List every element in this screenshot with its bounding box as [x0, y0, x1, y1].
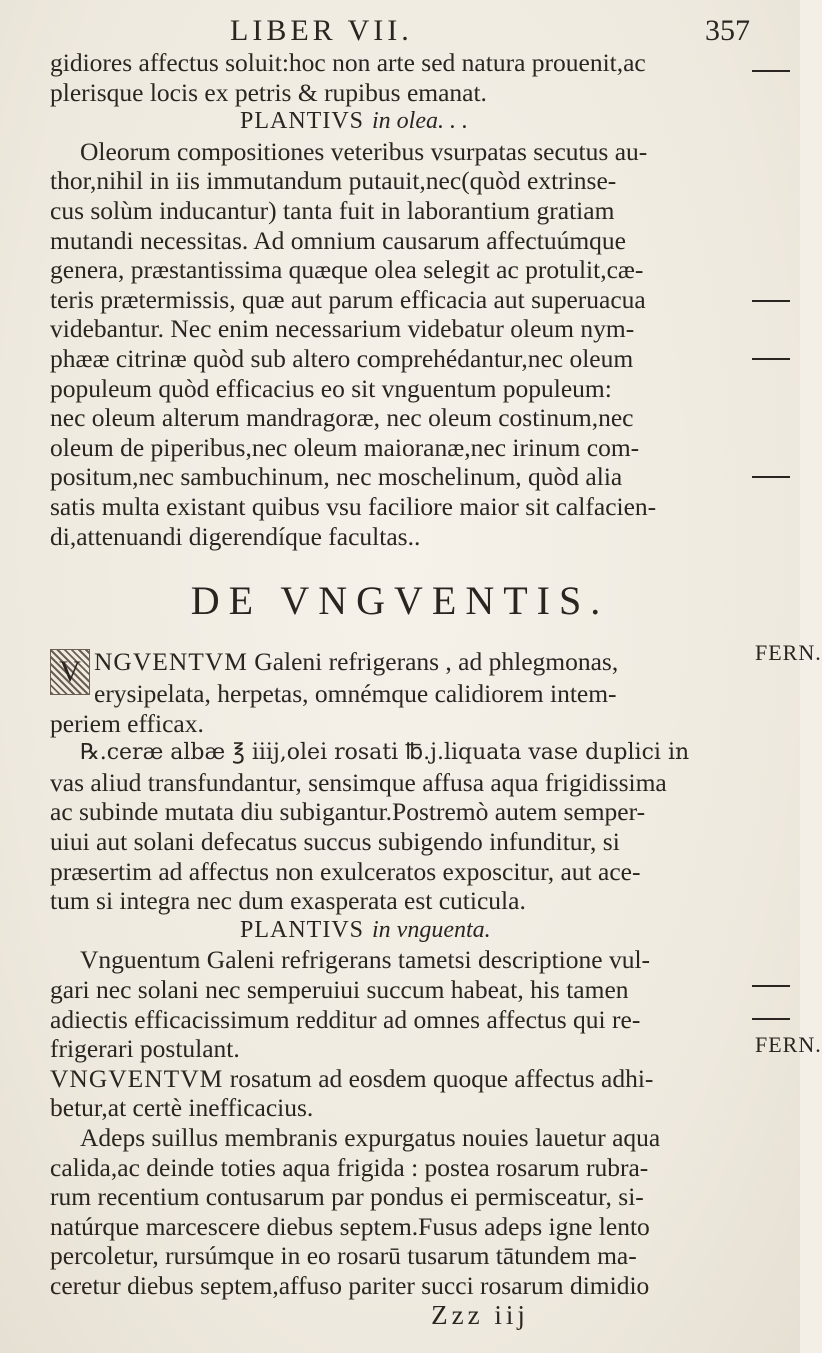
text-line: adiectis efficacissimum redditur ad omnes affectus qui re- [50, 1004, 641, 1034]
text-line: cus solùm inducantur) tanta fuit in laborantium gratiam [50, 195, 615, 225]
text-line: erysipelata, herpetas, omnémque calidiorem intem- [94, 679, 617, 709]
text-line: videbantur. Nec enim necessarium videbatur oleum nym- [50, 314, 635, 344]
text-line-first [50, 1064, 750, 1094]
running-head: LIBER VII. [230, 14, 413, 47]
first-word-caps: VNGVENTVM [50, 1063, 224, 1093]
main-text [50, 48, 750, 1330]
text-line: gari nec solani nec semperuiui succum habeat, his tamen [50, 975, 629, 1005]
text-line: positum,nec sambuchinum, nec moschelinum, quòd alia [50, 462, 623, 492]
margin-note-fern: FERN. [755, 640, 822, 665]
margin-rule [752, 985, 790, 987]
text-line: rum recentium contusarum par pondus ei permisceatur, si- [50, 1182, 644, 1212]
text-line: plerisque locis ex petris & rupibus emanat. [50, 77, 487, 107]
text-line: percoletur, rursúmque in eo rosarū tusarum tātundem ma- [50, 1241, 637, 1271]
dropcap-ornament: V [50, 649, 90, 695]
first-word-caps: NGVENTVM [94, 647, 248, 677]
text-line: Vnguentum Galeni refrigerans tametsi descriptione vul- [80, 945, 651, 975]
text-line: betur,at certè inefficacius. [50, 1093, 314, 1123]
plantius-heading-oil [50, 107, 750, 137]
text-line: frigerari postulant. [50, 1034, 240, 1064]
plantius-name: PLANTIVS [240, 916, 365, 943]
paragraph-continuation [50, 48, 750, 107]
text-line: genera, præstantissima quæque olea selegit ac protulit,cæ- [50, 255, 644, 285]
section-title: DE VNGVENTIS. [190, 578, 610, 624]
paragraph-oils [50, 137, 750, 551]
text-line: nec oleum alterum mandragoræ, nec oleum costinum,nec [50, 403, 634, 433]
plantius-name: PLANTIVS [240, 108, 365, 135]
text-line: ceretur diebus septem,affuso pariter succi rosarum dimidio [50, 1270, 650, 1300]
text-line: vas aliud transfundantur, sensimque affusa aqua frigidissima [50, 767, 667, 797]
margin-rule [752, 300, 790, 302]
text-line: phææ citrinæ quòd sub altero comprehédantur,nec oleum [50, 343, 634, 373]
text-line: Adeps suillus membranis expurgatus nouies lauetur aqua [80, 1123, 661, 1152]
paragraph-unguentum-galeni [50, 647, 750, 916]
plantius-subject: in vnguenta. [372, 916, 491, 943]
text-line: natúrque marcescere diebus septem.Fusus adeps igne lento [50, 1211, 650, 1241]
margin-rule [752, 1018, 790, 1020]
paragraph-unguentum-rosatum [50, 1064, 750, 1301]
text-line: uiui aut solani defecatus succus subigendo infunditur, si [50, 827, 620, 857]
text-fragment: rosatum ad eosdem quoque affectus adhi- [223, 1063, 654, 1093]
text-fragment: Galeni refrigerans , ad phlegmonas, [247, 647, 619, 677]
text-line: Oleorum compositiones veteribus vsurpatas secutus au- [80, 136, 648, 166]
text-line: mutandi necessitas. Ad omnium causarum affectuúmque [50, 225, 626, 255]
text-line: satis multa existant quibus vsu faciliore maior sit calfacien- [50, 491, 657, 521]
text-line: thor,nihil in iis immutandum putauit,nec(quòd extrinse- [50, 166, 617, 196]
text-line: ac subinde mutata diu subigantur.Postremò autem semper- [50, 797, 646, 827]
text-line: tum si integra nec dum exasperata est cuticula. [50, 886, 526, 916]
text-line: calida,ac deinde toties aqua frigida : postea rosarum rubra- [50, 1152, 649, 1182]
text-line: gidiores affectus soluit:hoc non arte sed natura prouenit,ac [50, 48, 646, 77]
plantius-heading-unguent [50, 916, 750, 946]
text-line: di,attenuandi digerendíque facultas.. [50, 521, 421, 551]
text-line: periem efficax. [50, 708, 204, 738]
text-line: oleum de piperibus,nec oleum maioranæ,nec irinum com- [50, 432, 640, 462]
text-line: populeum quòd efficacius eo sit vnguentum populeum: [50, 373, 612, 403]
margin-rule [752, 476, 790, 478]
margin-note-fern: FERN. [755, 1032, 822, 1057]
signature-mark: Zzz iij [431, 1299, 529, 1330]
recipe-line: ℞.ceræ albæ ℥ iiij,olei rosati ℔.j.liquata vase duplici in [80, 740, 690, 766]
margin-rule [752, 70, 790, 72]
text-line: teris prætermissis, quæ aut parum efficacia aut superuacua [50, 284, 646, 314]
text-line: præsertim ad affectus non exulceratos exposcitur, aut ace- [50, 856, 641, 886]
margin-rule [752, 358, 790, 360]
plantius-subject: in olea. . . [372, 108, 469, 135]
paragraph-plantius-comment [50, 945, 750, 1063]
page-number: 357 [705, 14, 750, 47]
